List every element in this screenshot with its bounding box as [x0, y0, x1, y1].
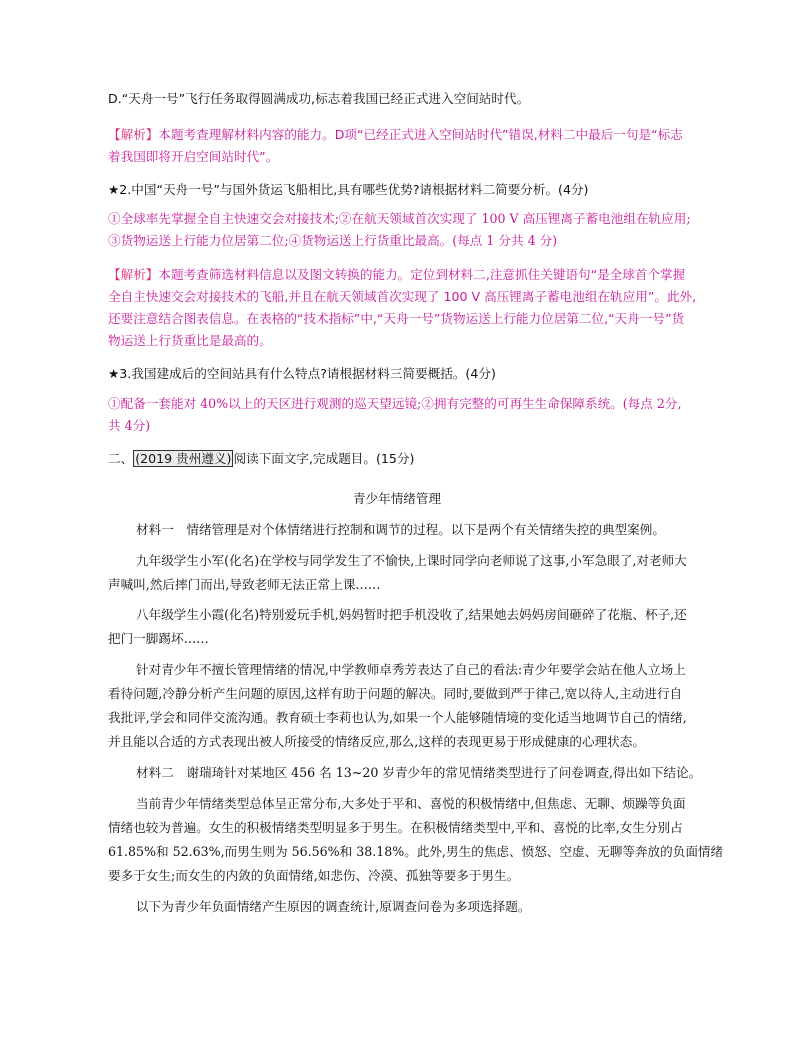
case-1-line-2: 声喊叫,然后摔门而出,导致老师无法正常上课…… — [108, 577, 381, 592]
article-title: 青少年情绪管理 — [352, 491, 442, 506]
survey-line-1: 当前青少年情绪类型总体呈正常分布,大多处于平和、喜悦的积极情绪中,但焦虑、无聊、烦躁等负面 — [136, 796, 686, 811]
answer-2-line-2: ③货物运送上行能力位居第二位;④货物运送上行货重比最高。(每点 1 分共 4 分) — [108, 233, 558, 248]
analysis-1-line-2: 着我国即将开启空间站时代”。 — [108, 149, 279, 164]
q1-option-d: D.“天舟一号”飞行任务取得圆满成功,标志着我国已经正式进入空间站时代。 — [108, 91, 530, 106]
comment-line-1: 针对青少年不擅长管理情绪的情况,中学教师卓秀芳表达了自己的看法:青少年要学会站在他人立场上 — [136, 662, 686, 677]
case-1-line-1: 九年级学生小军(化名)在学校与同学发生了不愉快,上课时同学向老师说了这事,小军急眼了,对老师大 — [136, 553, 687, 568]
survey-note: 以下为青少年负面情绪产生原因的调查统计,原调查问卷为多项选择题。 — [136, 899, 531, 914]
answer-3-line-1: ①配备一套能对 40%以上的天区进行观测的巡天望远镜;②拥有完整的可再生生命保障系统。(每点 2分, — [108, 396, 682, 411]
comment-line-4: 并且能以合适的方式表现出被人所接受的情绪反应,那么,这样的表现更易于形成健康的心理状态。 — [108, 734, 645, 749]
comment-line-3: 我批评,学会和同伴交流沟通。教育硕士李莉也认为,如果一个人能够随情境的变化适当地调节自己的情绪, — [108, 710, 687, 725]
question-2: ★2.中国“天舟一号”与国外货运飞船相比,具有哪些优势?请根据材料二简要分析。(4分) — [108, 182, 589, 197]
analysis-tag: 【解析】 — [108, 127, 159, 142]
answer-3-line-2: 共 4分) — [108, 418, 151, 433]
analysis-2-line-1: 【解析】本题考查筛选材料信息以及图文转换的能力。定位到材料二,注意抓住关键语句“是全球首个掌握 — [108, 267, 686, 282]
question-3: ★3.我国建成后的空间站具有什么特点?请根据材料三简要概括。(4分) — [108, 366, 496, 381]
section-2-heading: 二、 (2019 贵州遵义) 阅读下面文字,完成题目。(15分) — [108, 451, 415, 466]
survey-line-4: 要多于女生;而女生的内敛的负面情绪,如悲伤、冷漠、孤独等要多于男生。 — [108, 868, 520, 883]
case-2-line-2: 把门一脚踢坏…… — [108, 631, 209, 646]
material-1-intro: 材料一 情绪管理是对个体情绪进行控制和调节的过程。以下是两个有关情绪失控的典型案例。 — [136, 522, 665, 537]
case-2-line-1: 八年级学生小霞(化名)特别爱玩手机,妈妈暂时把手机没收了,结果她去妈妈房间砸碎了花瓶、杯子,还 — [136, 607, 687, 622]
survey-line-2: 情绪也较为普遍。女生的积极情绪类型明显多于男生。在积极情绪类型中,平和、喜悦的比率,女生分别占 — [108, 820, 683, 835]
analysis-2-line-3: 还要注意结合图表信息。在表格的“技术指标”中,“天舟一号”货物运送上行能力位居第二位,“天舟一号”货 — [108, 311, 685, 326]
survey-line-3: 61.85%和 52.63%,而男生则为 56.56%和 38.18%。此外,男生的焦虑、愤怒、空虚、无聊等奔放的负面情绪 — [108, 844, 724, 859]
analysis-2-line-4: 物运送上行货重比是最高的。 — [108, 333, 272, 348]
analysis-2-line-2: 全自主快速交会对接技术的飞船,并且在航天领域首次实现了 100 V 高压锂离子蓄电池组在轨应用”。此外, — [108, 289, 697, 304]
source-tag: (2019 贵州遵义) — [135, 451, 232, 466]
analysis-1-line-1: 【解析】本题考查理解材料内容的能力。D项“已经正式进入空间站时代”错误,材料二中最后一句是“标志 — [108, 127, 683, 142]
answer-2-line-1: ①全球率先掌握全自主快速交会对接技术;②在航天领域首次实现了 100 V 高压锂离子蓄电池组在轨应用; — [108, 211, 691, 226]
material-2-intro: 材料二 谢瑞琦针对某地区 456 名 13~20 岁青少年的常见情绪类型进行了问卷调查,得出如下结论。 — [136, 765, 702, 780]
comment-line-2: 看待问题,冷静分析产生问题的原因,这样有助于问题的解决。同时,要做到严于律己,宽以待人,主动进行自 — [108, 686, 683, 701]
analysis-tag: 【解析】 — [108, 267, 159, 282]
